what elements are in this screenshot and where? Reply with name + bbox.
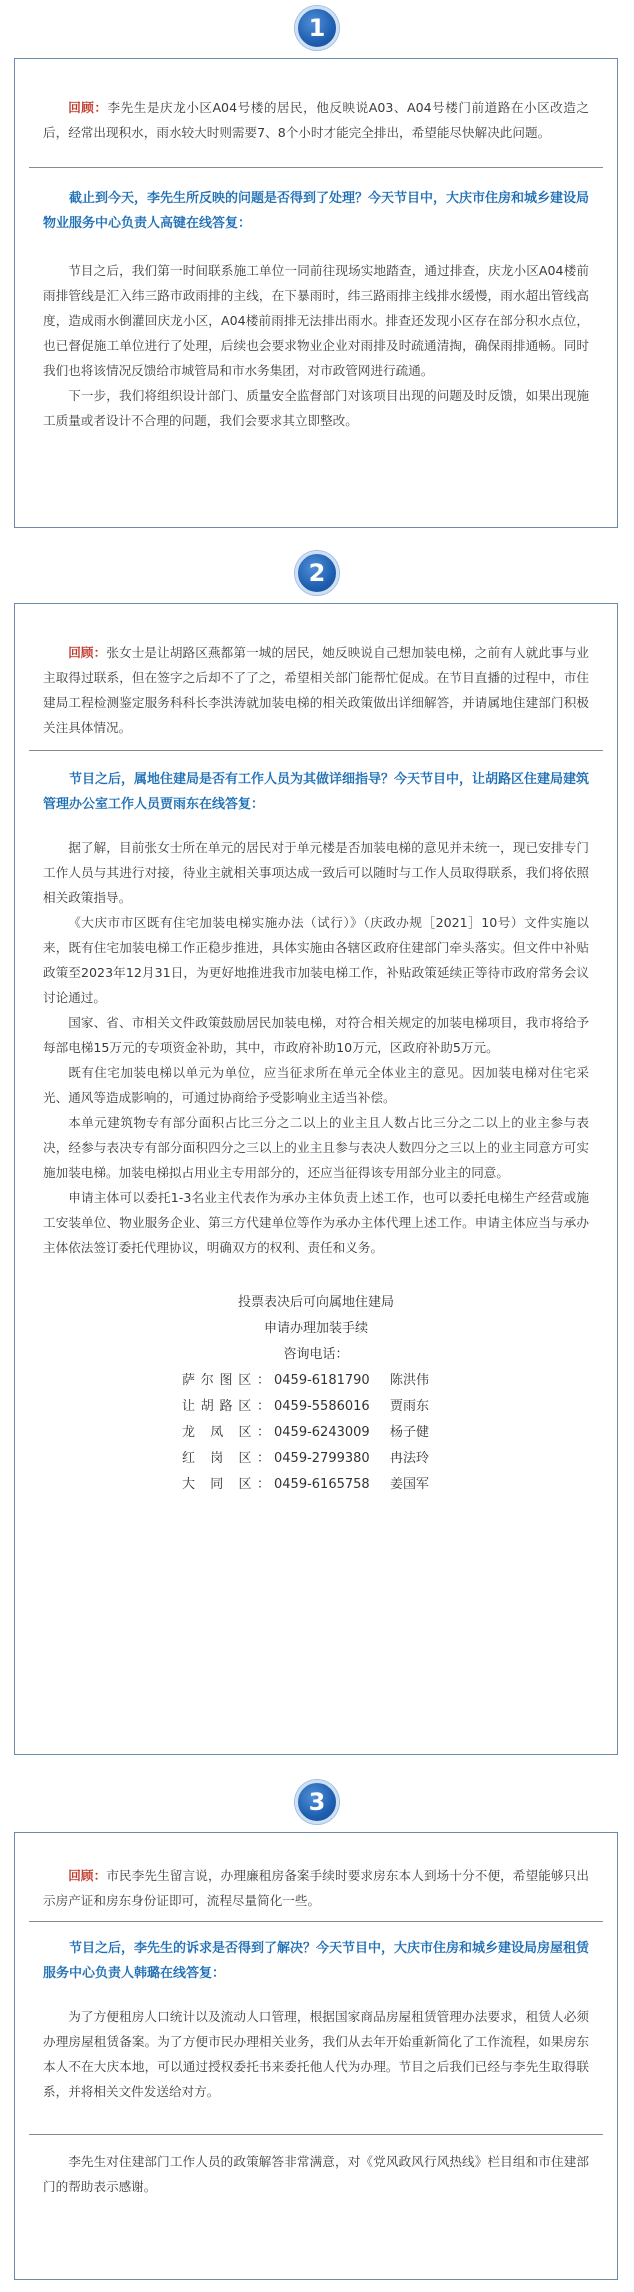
review-text: 张女士是让胡路区燕都第一城的居民，她反映说自己想加装电梯，之前有人就此事与业主取得过联系，但在签字之后却不了了之，希望相关部门能帮忙促成。在节目直播的过程中，市住建局工程检测鉴定服务科科长李洪涛就加装电梯的相关政策做出详细解答，并请属地住建部门积极关注具体情况。 [43,645,590,735]
section-number-badge: 3 [295,1780,339,1824]
contact-name: 贾雨东 [390,1399,430,1414]
answer-paragraph: 下一步，我们将组织设计部门、质量安全监督部门对该项目出现的问题及时反馈，如果出现施工质量或者设计不合理的问题，我们会要求其立即整改。 [43,388,589,428]
section-number-badge: 1 [295,6,339,50]
section-2-header [0,545,634,595]
contact-phone: 0459-6243009 [274,1425,370,1440]
contact-row [43,1446,589,1472]
contact-row [43,1368,589,1394]
contact-row [43,1394,589,1420]
contact-name: 陈洪伟 [390,1373,430,1388]
section-number-badge: 2 [295,551,339,595]
answer-paragraph: 据了解，目前张女士所在单元的居民对于单元楼是否加装电梯的意见并未统一，现已安排专门工作人员与其进行对接，待业主就相关事项达成一致后可以随时与工作人员取得联系，我们将依照相关政策指导。 [43,840,589,905]
review-label: 回顾： [68,100,108,115]
contact-phone: 0459-2799380 [274,1451,370,1466]
contact-district: 萨尔图区： [182,1373,270,1388]
answer-paragraph: 《大庆市市区既有住宅加装电梯实施办法（试行）》（庆政办规［2021］10号）文件实施以来，既有住宅加装电梯工作正稳步推进，具体实施由各辖区政府住建部门牵头落实。但文件中补贴政策至2023年12月31日，为更好地推进我市加装电梯工作，补贴政策延续正等待市政府常务会议讨论通过。 [43,915,589,1005]
answer-paragraph: 国家、省、市相关文件政策鼓励居民加装电梯，对符合相关规定的加装电梯项目，我市将给予每部电梯15万元的专项资金补助，其中，市政府补助10万元，区政府补助5万元。 [43,1015,589,1055]
notice-line: 投票表决后可向属地住建局 [237,1295,394,1310]
review-label: 回顾： [68,645,107,660]
section-1-header [0,0,634,50]
answer-paragraph: 申请主体可以委托1-3名业主代表作为承办主体负责上述工作，也可以委托电梯生产经营或施工安装单位、物业服务企业、第三方代建单位等作为承办主体代理上述工作。申请主体应当与承办主体依法签订委托代理协议，明确双方的权利、责任和义务。 [43,1190,589,1255]
contact-row [43,1420,589,1446]
question-text: 节目之后，属地住建局是否有工作人员为其做详细指导？今天节目中，让胡路区住建局建筑管理办公室工作人员贾雨东在线答复： [43,772,590,812]
contact-district: 龙 凤 区： [182,1425,270,1440]
review-paragraph [43,1863,589,1913]
section-3-card [14,1832,618,2280]
notice-line: 申请办理加装手续 [263,1321,368,1336]
answer-paragraph: 为了方便租房人口统计以及流动人口管理，根据国家商品房屋租赁管理办法要求，租赁人必须办理房屋租赁备案。为了方便市民办理相关业务，我们从去年开始重新简化了工作流程，如果房东本人不在大庆本地，可以通过授权委托书来委托他人代为办理。节目之后我们已经与李先生取得联系，并将相关文件发送给对方。 [43,2009,589,2099]
contact-phone: 0459-5586016 [274,1399,370,1414]
section-1-card [14,58,618,528]
contact-name: 杨子健 [390,1425,430,1440]
closing-paragraph: 李先生对住建部门工作人员的政策解答非常满意，对《党风政风行风热线》栏目组和市住建部门的帮助表示感谢。 [43,2154,589,2194]
answer-paragraph: 既有住宅加装电梯以单元为单位，应当征求所在单元全体业主的意见。因加装电梯对住宅采光、通风等造成影响的，可通过协商给予受影响业主适当补偿。 [43,1065,589,1105]
review-paragraph [43,95,589,145]
contact-phone: 0459-6165758 [274,1477,370,1492]
section-3-header [0,1774,634,1824]
answer-paragraph: 本单元建筑物专有部分面积占比三分之二以上的业主且人数占比三分之二以上的业主参与表决，经参与表决专有部分面积四分之三以上的业主且参与表决人数四分之三以上的业主同意方可实施加装电梯。加装电梯拟占用业主专用部分的，还应当征得该专用部分业主的同意。 [43,1115,589,1180]
question-text: 节目之后，李先生的诉求是否得到了解决？今天节目中，大庆市住房和城乡建设局房屋租赁服务中心负责人韩璐在线答复： [43,1941,590,1981]
contact-district: 大 同 区： [182,1477,270,1492]
contact-district: 红 岗 区： [182,1451,270,1466]
contact-name: 姜国军 [390,1477,430,1492]
review-label: 回顾： [68,1868,107,1883]
contact-phone: 0459-6181790 [274,1373,370,1388]
notice-line: 咨询电话： [283,1347,349,1362]
contact-list [43,1368,589,1498]
contact-name: 冉法玲 [390,1451,430,1466]
contact-district: 让胡路区： [182,1399,270,1414]
section-2-card [14,603,618,1755]
notice-block [43,1290,589,1368]
question-text: 截止到今天，李先生所反映的问题是否得到了处理？今天节目中，大庆市住房和城乡建设局物业服务中心负责人高键在线答复： [43,191,590,231]
contact-row [43,1472,589,1498]
review-paragraph [43,640,589,740]
review-text: 李先生是庆龙小区A04号楼的居民，他反映说A03、A04号楼门前道路在小区改造之后，经常出现积水，雨水较大时则需要7、8个小时才能完全排出，希望能尽快解决此问题。 [43,100,590,140]
review-text: 市民李先生留言说，办理廉租房备案手续时要求房东本人到场十分不便，希望能够只出示房产证和房东身份证即可，流程尽量简化一些。 [43,1868,590,1908]
answer-paragraph: 节目之后，我们第一时间联系施工单位一同前往现场实地踏查，通过排查，庆龙小区A04楼前雨排管线是汇入纬三路市政雨排的主线，在下暴雨时，纬三路雨排主线排水缓慢，雨水超出管线高度，造成雨水倒灌回庆龙小区，A04楼前雨排无法排出雨水。排查还发现小区存在部分积水点位，也已督促施工单位进行了处理，后续也会要求物业企业对雨排及时疏通清掏，确保雨排通畅。同时我们也将该情况反馈给市城管局和市水务集团，对市政管网进行疏通。 [43,263,589,378]
